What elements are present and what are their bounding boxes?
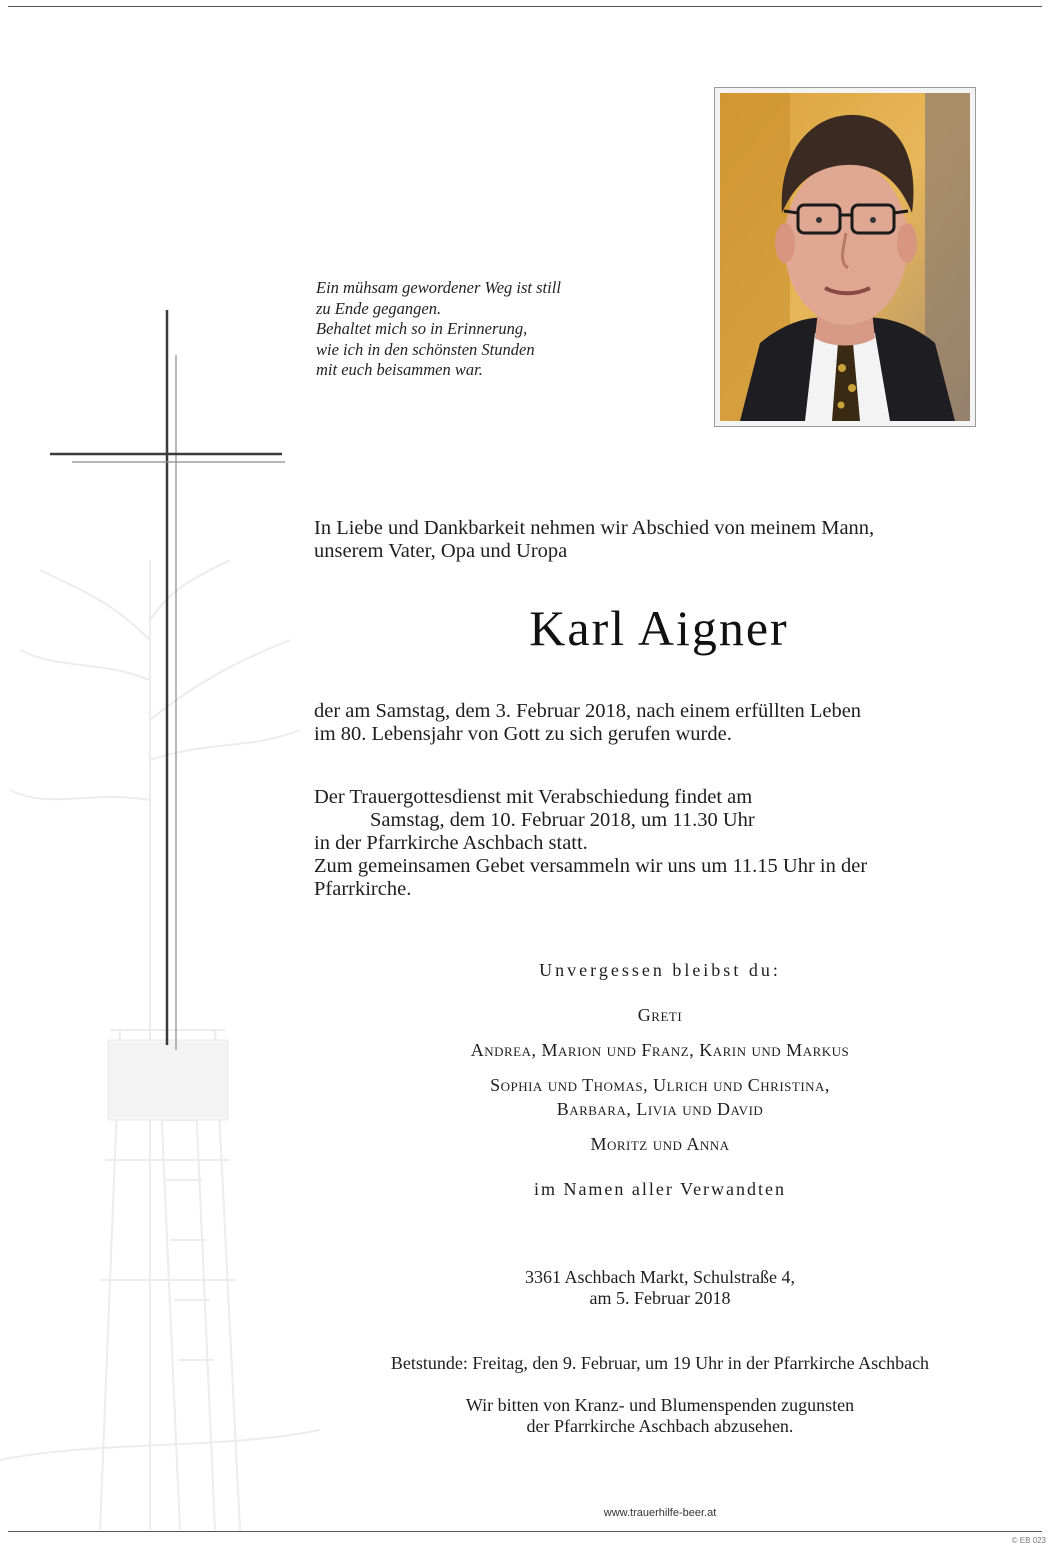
poem-line: Behaltet mich so in Erinnerung, xyxy=(316,319,528,338)
service-line: in der Pfarrkirche Aschbach statt. xyxy=(314,832,588,854)
poem-line: zu Ende gegangen. xyxy=(316,298,442,318)
address-block xyxy=(300,1267,1020,1309)
donation-line: Wir bitten von Kranz- und Blumenspenden zugunsten xyxy=(465,1395,855,1415)
footer-url: www.trauerhilfe-beer.at xyxy=(603,1507,717,1519)
deceased-name: Karl Aigner xyxy=(529,600,789,656)
intro-line: unserem Vater, Opa und Uropa xyxy=(314,540,568,562)
relatives-line: im Namen aller Verwandten xyxy=(533,1179,787,1199)
service-line: Der Trauergottesdienst mit Verabschiedung findet am xyxy=(314,786,753,808)
intro-line: In Liebe und Dankbarkeit nehmen wir Abschied von meinem Mann, xyxy=(314,517,875,539)
donation-note xyxy=(300,1395,1020,1437)
portrait-photo xyxy=(720,93,970,421)
death-notice-line: im 80. Lebensjahr von Gott zu sich gerufen wurde. xyxy=(314,723,732,745)
death-notice-line: der am Samstag, dem 3. Februar 2018, nach einem erfüllten Leben xyxy=(314,700,862,722)
intro-text xyxy=(314,517,874,563)
address-line: 3361 Aschbach Markt, Schulstraße 4, xyxy=(525,1267,795,1287)
mourners-heading: Unvergessen bleibst du: xyxy=(539,960,781,980)
poem-line: Ein mühsam gewordener Weg ist still xyxy=(316,278,561,297)
service-line: Zum gemeinsamen Gebet versammeln wir uns um 11.15 Uhr in der xyxy=(314,855,868,877)
portrait-photo-frame xyxy=(714,87,976,427)
prayer-hour-notice: Betstunde: Freitag, den 9. Februar, um 19 Uhr in der Pfarrkirche Aschbach xyxy=(390,1353,930,1373)
poem-line: wie ich in den schönsten Stunden xyxy=(316,339,535,359)
top-border-line xyxy=(8,6,1042,7)
address-line: am 5. Februar 2018 xyxy=(589,1288,731,1308)
funeral-service-text xyxy=(314,786,867,901)
mourner-line: Greti xyxy=(637,1005,683,1025)
death-notice-text xyxy=(314,700,861,746)
poem-line: mit euch beisammen war. xyxy=(316,360,483,379)
mourners-list xyxy=(300,1002,1020,1157)
memorial-poem xyxy=(316,278,696,381)
service-line: Pfarrkirche. xyxy=(314,878,412,900)
corner-code: © EB 023 xyxy=(1011,1536,1046,1545)
mourner-line: Moritz und Anna xyxy=(590,1134,730,1154)
mourner-line: Barbara, Livia und David xyxy=(556,1099,764,1119)
bottom-border-line xyxy=(8,1531,1042,1532)
mourner-line: Sophia und Thomas, Ulrich und Christina, xyxy=(490,1075,830,1095)
service-line: Samstag, dem 10. Februar 2018, um 11.30 Uhr xyxy=(370,809,755,831)
cross-symbol xyxy=(50,310,285,1050)
mourner-line: Andrea, Marion und Franz, Karin und Markus xyxy=(470,1040,850,1060)
donation-line: der Pfarrkirche Aschbach abzusehen. xyxy=(526,1416,794,1436)
